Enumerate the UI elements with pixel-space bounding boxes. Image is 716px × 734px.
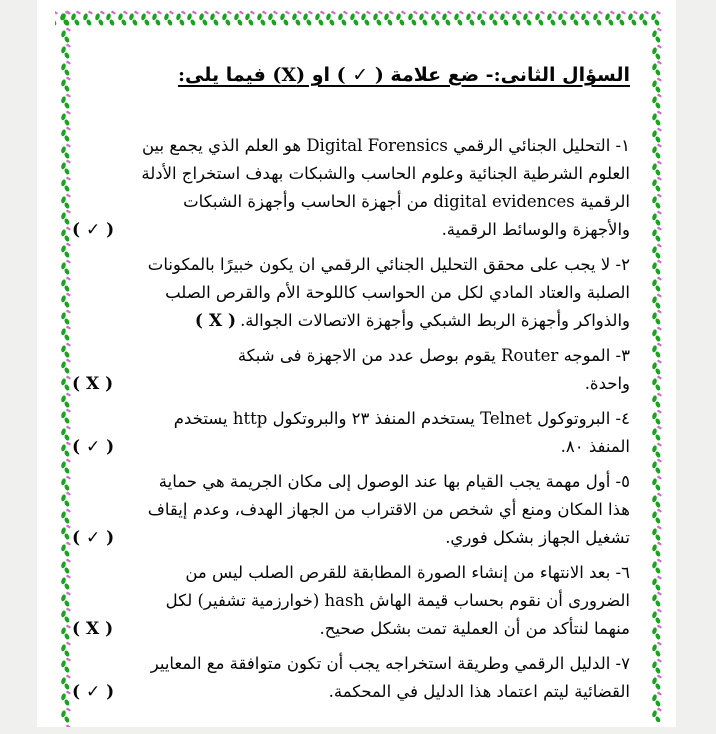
border-sprig-icon: [650, 60, 662, 77]
decorative-border-right: [645, 27, 662, 722]
border-sprig-icon: [59, 358, 71, 375]
question-last-line: [72, 307, 630, 335]
border-sprig-icon: [650, 243, 662, 260]
question-item: [72, 405, 630, 461]
border-sprig-icon: [59, 110, 71, 127]
border-sprig-icon: [650, 176, 662, 193]
border-sprig-icon: [59, 159, 71, 176]
border-sprig-icon: [59, 558, 71, 575]
border-sprig-icon: [650, 44, 662, 61]
border-sprig-icon: [650, 110, 662, 127]
question-text-line: الصلبة والعتاد المادي لكل من الحواسب كاللوحة الأم والقرص الصلب: [165, 283, 630, 302]
border-sprig-icon: [650, 210, 662, 227]
border-sprig-icon: [59, 193, 71, 210]
border-sprig-icon: [59, 408, 71, 425]
question-last-line: [72, 524, 630, 552]
question-text: والأجهزة والوسائط الرقمية.: [441, 220, 630, 239]
border-sprig-icon: [650, 127, 662, 144]
border-sprig-icon: [650, 160, 662, 177]
question-text: المنفذ ٨٠.: [560, 437, 630, 456]
border-sprig-icon: [650, 492, 662, 509]
border-sprig-icon: [59, 541, 71, 558]
border-sprig-icon: [650, 525, 662, 542]
question-last-line: [72, 216, 630, 244]
border-sprig-icon: [59, 591, 71, 608]
question-text: والذواكر وأجهزة الربط الشبكي وأجهزة الاتصالات الجوالة.: [240, 311, 630, 330]
border-sprig-icon: [59, 475, 71, 492]
question-text-line: ٦- بعد الانتهاء من إنشاء الصورة المطابقة للقرص الصلب ليس من: [185, 563, 630, 582]
answer-mark: ( X ): [72, 619, 114, 639]
border-sprig-icon: [59, 259, 71, 276]
border-sprig-icon: [59, 491, 71, 508]
border-sprig-icon: [650, 641, 662, 658]
border-sprig-icon: [59, 441, 71, 458]
answer-mark: ( X ): [72, 374, 114, 394]
question-content: [72, 0, 630, 713]
question-text-line: هذا المكان ومنع أي شخص من الاقتراب من الجهاز الهدف، وعدم إيقاف: [147, 500, 630, 519]
question-text: تشغيل الجهاز بشكل فوري.: [445, 528, 630, 547]
border-sprig-icon: [650, 326, 662, 343]
border-sprig-icon: [59, 10, 71, 27]
border-sprig-icon: [650, 359, 662, 376]
border-sprig-icon: [650, 508, 662, 525]
border-sprig-icon: [650, 309, 662, 326]
border-sprig-icon: [650, 77, 662, 94]
border-sprig-icon: [650, 193, 662, 210]
question-last-line: [72, 433, 630, 461]
border-sprig-icon: [650, 392, 662, 409]
border-sprig-icon: [59, 458, 71, 475]
question-item: [72, 468, 630, 552]
border-sprig-icon: [650, 458, 662, 475]
border-sprig-icon: [650, 143, 662, 160]
border-sprig-icon: [650, 27, 662, 44]
border-sprig-icon: [59, 641, 71, 658]
border-sprig-icon: [650, 707, 662, 722]
border-sprig-icon: [650, 442, 662, 459]
question-text-line: ٢- لا يجب على محقق التحليل الجنائي الرقمي ان يكون خبيرًا بالمكونات: [147, 255, 630, 274]
question-last-line: [72, 615, 630, 643]
answer-mark: ( ✓ ): [72, 528, 115, 548]
question-text-line: ٥- أول مهمة يجب القيام بها عند الوصول إلى مكان الجريمة هي حماية: [158, 472, 630, 491]
question-text: القضائية ليتم اعتماد هذا الدليل في المحكمة.: [328, 682, 630, 701]
border-sprig-icon: [59, 60, 71, 77]
border-sprig-icon: [649, 10, 661, 27]
border-sprig-icon: [650, 226, 662, 243]
border-sprig-icon: [59, 524, 71, 541]
question-text: منهما لنتأكد من أن العملية تمت بشكل صحيح.: [319, 619, 630, 638]
border-sprig-icon: [59, 724, 71, 727]
border-sprig-icon: [59, 226, 71, 243]
border-sprig-icon: [59, 126, 71, 143]
border-sprig-icon: [59, 143, 71, 160]
question-item: [72, 251, 630, 335]
border-sprig-icon: [59, 292, 71, 309]
border-sprig-icon: [650, 409, 662, 426]
border-sprig-icon: [59, 309, 71, 326]
border-sprig-icon: [59, 27, 71, 44]
border-sprig-icon: [59, 242, 71, 259]
border-sprig-icon: [59, 76, 71, 93]
border-sprig-icon: [59, 342, 71, 359]
border-sprig-icon: [59, 43, 71, 60]
border-sprig-icon: [650, 658, 662, 675]
border-sprig-icon: [650, 591, 662, 608]
question-text-line: ٧- الدليل الرقمي وطريقة استخراجه يجب أن تكون متوافقة مع المعايير: [150, 654, 630, 673]
question-text-line: العلوم الشرطية الجنائية وعلوم الحاسب والشبكات بهدف استخراج الأدلة: [141, 164, 630, 183]
question-text-line: ٤- البروتوكول Telnet يستخدم المنفذ ٢٣ والبروتكول http يستخدم: [173, 409, 630, 428]
question-text-line: ١- التحليل الجنائي الرقمي Digital Forensics هو العلم الذي يجمع بين: [141, 136, 630, 155]
border-sprig-icon: [650, 259, 662, 276]
question-text-line: ٣- الموجه Router يقوم بوصل عدد من الاجهزة فى شبكة: [237, 346, 630, 365]
border-sprig-icon: [59, 93, 71, 110]
border-sprig-icon: [650, 674, 662, 691]
border-sprig-icon: [650, 375, 662, 392]
border-sprig-icon: [59, 425, 71, 442]
border-sprig-icon: [650, 575, 662, 592]
border-sprig-icon: [650, 425, 662, 442]
question-text-line: الرقمية digital evidences من أجهزة الحاسب وأجهزة الشبكات: [183, 192, 630, 211]
question-last-line: [72, 370, 630, 398]
answer-mark: ( ✓ ): [72, 220, 115, 240]
question-item: [72, 650, 630, 706]
question-item: [72, 342, 630, 398]
document-page: [37, 0, 676, 727]
decorative-border-left: [54, 10, 71, 727]
border-sprig-icon: [59, 674, 71, 691]
question-item: [72, 559, 630, 643]
question-text: واحدة.: [584, 374, 630, 393]
border-sprig-icon: [650, 276, 662, 293]
answer-mark: ( X ): [194, 311, 237, 331]
border-sprig-icon: [59, 209, 71, 226]
border-sprig-icon: [638, 10, 650, 27]
border-sprig-icon: [59, 176, 71, 193]
border-sprig-icon: [59, 375, 71, 392]
question-title: السؤال الثانى:- ضع علامة ( ✓ ) او (X) فيما يلى:: [177, 64, 630, 86]
answer-mark: ( ✓ ): [72, 682, 115, 702]
border-sprig-icon: [59, 657, 71, 674]
border-sprig-icon: [650, 293, 662, 310]
question-text-line: الضرورى أن نقوم بحساب قيمة الهاش hash (خوارزمية تشفير) لكل: [165, 591, 630, 610]
border-sprig-icon: [59, 607, 71, 624]
border-sprig-icon: [59, 325, 71, 342]
border-sprig-icon: [650, 541, 662, 558]
border-sprig-icon: [59, 574, 71, 591]
border-sprig-icon: [650, 475, 662, 492]
border-sprig-icon: [650, 624, 662, 641]
border-sprig-icon: [59, 508, 71, 525]
question-item: [72, 132, 630, 244]
border-sprig-icon: [650, 691, 662, 708]
border-sprig-icon: [59, 624, 71, 641]
border-sprig-icon: [650, 608, 662, 625]
border-sprig-icon: [650, 93, 662, 110]
border-sprig-icon: [59, 276, 71, 293]
answer-mark: ( ✓ ): [72, 437, 115, 457]
border-sprig-icon: [59, 707, 71, 724]
question-last-line: [72, 678, 630, 706]
border-sprig-icon: [650, 342, 662, 359]
border-sprig-icon: [59, 392, 71, 409]
border-sprig-icon: [650, 558, 662, 575]
questions-list: [72, 132, 630, 706]
border-sprig-icon: [59, 690, 71, 707]
